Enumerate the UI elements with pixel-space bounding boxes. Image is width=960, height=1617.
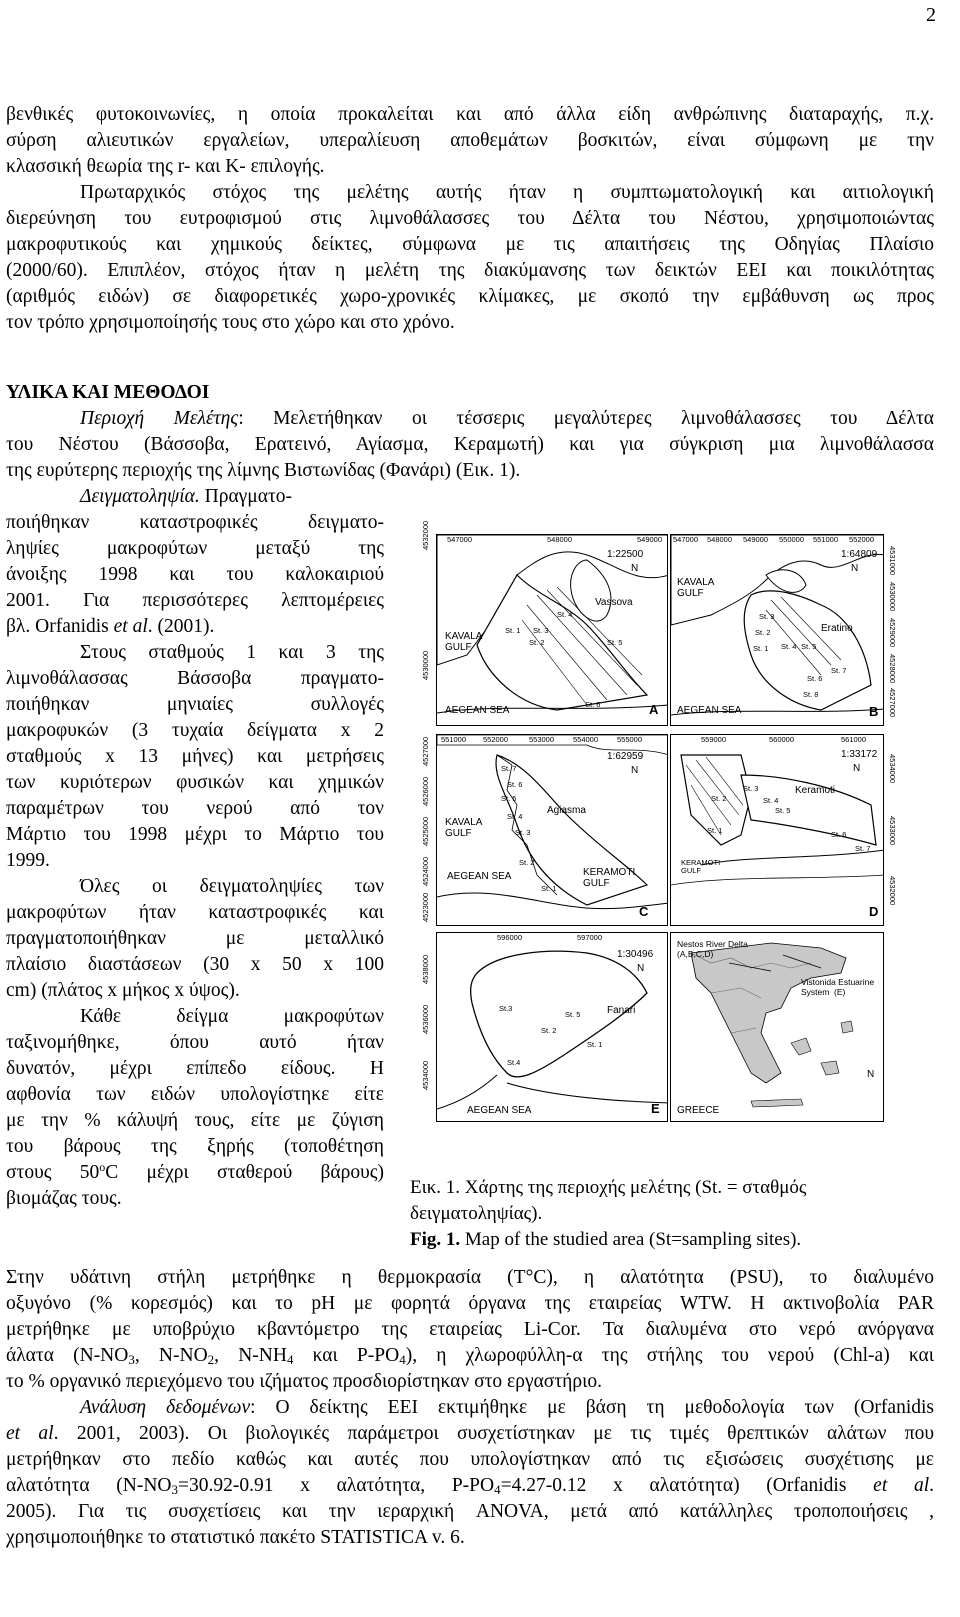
lagoon-name: Agiasma [547,805,586,816]
methods-section [6,380,934,484]
gulf-label: KAVALA GULF [677,577,715,599]
text-line: αλατότητα ($N-NO_3=30.92-0.91$ x αλατότητα, $P-PO_4=4.27-0.12$ x αλατότητα) (Orfanidis et al. [6,1475,934,1497]
station-label: St.3 [499,1004,513,1013]
text-line: στους 50$^o$C μέχρι σταθερού βάρους) [6,1160,384,1183]
panel-letter: B [869,704,879,719]
text-line: άλατα ($N-NO_3$, $N-NO_2$, $N-NH_4$ και $P-PO_4$), η χλωροφύλλη-α της στήλης του νερού (Chl-a) και [6,1345,934,1367]
lagoon-name: Vassova [595,597,633,608]
gulf-label: KERAMOTI GULF [681,858,721,875]
text-line: βενθικές φυτοκοινωνίες, η οποία προκαλείται και από άλλα είδη ανθρώπινης διαταραχής, π.χ. [6,104,934,125]
text-line: Όλες οι δειγματοληψίες των [80,876,384,897]
north-arrow-icon: N [637,963,645,974]
station-label: St. 2 [541,1026,557,1035]
text-line: Δειγματοληψία. Πραγματο- [80,486,293,507]
station-label: St. 6 [807,674,823,683]
text-line: τον τρόπο χρησιμοποίησής τους στο χώρο και στο χρόνο. [6,312,455,333]
tick-label: 4532000 [421,520,430,550]
text-line: μακροφυτικούς και χημικούς δείκτες, σύμφωνα με τις απαιτήσεις της Οδηγίας Πλαίσιο [6,234,934,255]
map-scale: 1:22500 [607,549,644,560]
gulf-label: KAVALA GULF [445,817,483,839]
station-label: St. 5 [501,794,517,803]
station-label: St. 7 [501,764,517,773]
map-scale: 1:62959 [607,751,644,762]
text-line: Κάθε δείγμα μακροφύτων [80,1006,384,1027]
map-panel-fanari: 596000 597000 1:30496 N Fanari AEGEAN SEA E St. 1 St. 2 St.3 St.4 St. 5 [436,932,668,1122]
sea-label: AEGEAN SEA [677,705,742,716]
panel-letter: A [649,702,659,717]
station-label: St. 7 [855,844,871,853]
text-line: Περιοχή Μελέτης: Μελετήθηκαν οι τέσσερις μεγαλύτερες λιμνοθάλασσες του Δέλτα [80,408,934,429]
figure-caption [410,1175,930,1253]
text-line: cm) (πλάτος x μήκος x ύψος). [6,980,240,1001]
page-number: 2 [926,4,936,26]
text-line: 1999. [6,850,50,871]
caption-greek: Εικ. 1. Χάρτης της περιοχής μελέτης (St. = σταθμός [410,1177,807,1198]
lagoon-name: Fanari [607,1005,636,1016]
lagoon-name: Eratino [821,623,853,634]
study-area-figure: 547000 548000 549000 1:22500 N Vassova KAVALA GULF AEGEAN SEA A St. 1 St. 2 St. 3 St. 4 St. 5 St. 6 4532000 4530000 547000 548000 549000 550000 551000 552000 1:64809 N Eratino KAVALA GULF AEGEAN SEA B St. 1 St. 2 St. 3 St. 4 St. 5 St. 6 St. 7 St. 8 4531000 4530000 4529000 4528000 4527000 551000 552000 553000 554000 555000 1:62959 N Agiasma KAVALA GULF AEGEAN SEA KERAMOTI GULF C St. 1 St. 2 St. 3 St. 4 St. 5 St. 6 St. 7 4527000 4526000 4525000 4524000 4523000 559000 560000 561000 1:33172 N Keramoti KERAMOTI GULF D St. 1 St. 2 St. 3 St. 4 St. 5 St. 6 St. 7 4534000 4533000 4532000 596000 597000 1:30496 N Fanari AEGEAN SEA E St. 1 St. 2 St.3 St.4 St. 5 4538000 4536000 4534000 Nestos River Delta (A,B,C,D) Vistonida Estuarine System (E) N GREECE [414,520,932,1130]
panel-letter: D [869,904,879,919]
text-line: 2001. Για περισσότερες λεπτομέρειες [6,590,384,611]
text-line: αφθονία των ειδών υπολογίστηκε είτε [6,1084,384,1105]
delta-label: Nestos River Delta (A,B,C,D) [677,939,748,959]
text-line: μακροφύτων ήταν καταστροφικές και [6,902,384,923]
station-label: St. 4 [557,610,573,619]
station-label: St. 2 [711,794,727,803]
station-label: St. 2 [529,638,545,647]
lagoon-name: Keramoti [795,785,836,796]
text-line: με την % κάλυψή τους, είτε με ζύγιση [6,1110,384,1131]
map-panel-keramoti: 559000 560000 561000 1:33172 N Keramoti KERAMOTI GULF D St. 1 St. 2 St. 3 St. 4 St. 5 St. 6 St. 7 [670,734,884,926]
text-line: (αριθμός ειδών) σε διαφορετικές χωρο-χρονικές κλίμακες, με σκοπό την εμβάθυνση ως προς [6,286,934,307]
sampling-label: Δειγματοληψία. [80,486,200,507]
text-line: Στην υδάτινη στήλη μετρήθηκε η θερμοκρασία (T°C), η αλατότητα (PSU), το διαλυμένο [6,1267,934,1288]
text-line: Πρωταρχικός στόχος της μελέτης αυτής ήταν η συμπτωματολογική και αιτιολογική [80,182,934,203]
gulf-label: KERAMOTI GULF [583,867,636,889]
text-line: Μάρτιο του 1998 μέχρι το Μάρτιο του [6,824,384,845]
station-label: St. 3 [759,612,775,621]
text-line: σύρση αλιευτικών εργαλείων, υπεραλίευση αποθεμάτων βοσκιτών, είναι σύμφωνη με την [6,130,934,151]
text-line: του βάρους της ξηρής (τοποθέτηση [6,1136,384,1157]
text-line: ληψίες μακροφύτων μεταξύ της [6,538,384,559]
station-label: St. 3 [743,784,759,793]
text-line: μετρήθηκε με υποβρύχιο κβαντόμετρο της εταιρείας Li-Cor. Τα διαλυμένα στο νερό ανόργανα [6,1319,934,1340]
station-label: St. 1 [707,826,723,835]
text-line: διερεύνηση του ευτροφισμού στις λιμνοθάλασσες του Δέλτα του Νέστου, χρησιμοποιώντας [6,208,934,229]
station-label: St. 3 [515,828,531,837]
map-panel-eratino: 547000 548000 549000 550000 551000 552000 1:64809 N Eratino KAVALA GULF AEGEAN SEA B St. 1 St. 2 St. 3 St. 4 St. 5 St. 6 St. 7 St. 8 [670,534,884,726]
station-label: St.4 [507,1058,521,1067]
text-line: άνοιξης 1998 και του καλοκαιριού [6,564,384,585]
station-label: St. 2 [755,628,771,637]
station-label: St. 4 [763,796,779,805]
map-panel-vassova: 547000 548000 549000 1:22500 N Vassova KAVALA GULF AEGEAN SEA A St. 1 St. 2 St. 3 St. 4 St. 5 St. 6 [436,534,668,726]
station-label: St. 3 [533,626,549,635]
map-scale: 1:30496 [617,949,654,960]
text-line: της ευρύτερης περιοχής της λίμνης Βιστωνίδας (Φανάρι) (Εικ. 1). [6,460,521,481]
sampling-column [6,484,384,1212]
station-label: St. 5 [801,642,817,651]
north-arrow-icon: N [631,563,639,574]
station-label: St. 6 [831,830,847,839]
sea-label: AEGEAN SEA [447,871,512,882]
map-panel-agiasma: 551000 552000 553000 554000 555000 1:62959 N Agiasma KAVALA GULF AEGEAN SEA KERAMOTI GULF C St. 1 St. 2 St. 3 St. 4 St. 5 St. 6 St. 7 [436,734,668,926]
station-label: St. 1 [587,1040,603,1049]
panel-letter: E [651,1101,660,1116]
vistonida-label: Vistonida Estuarine System (E) [801,977,875,997]
sea-label: AEGEAN SEA [445,705,510,716]
station-label: St. 6 [507,780,523,789]
station-label: St. 1 [541,884,557,893]
north-arrow-icon: N [853,763,861,774]
map-panel-greece [670,932,884,1122]
map-scale: 1:64809 [841,549,878,560]
station-label: St. 4 [507,812,523,821]
station-label: St. 1 [753,644,769,653]
station-label: St. 4 [781,642,797,651]
text-line: λιμνοθάλασσας Βάσσοβα πραγματο- [6,668,384,689]
text-line: οξυγόνο (% κορεσμός) και το pH με φορητά όργανα της εταιρείας WTW. Η ακτινοβολία PAR [6,1293,934,1314]
north-arrow-icon: N [851,563,859,574]
text-line: βιομάζας τους. [6,1188,122,1209]
station-label: St. 5 [775,806,791,815]
text-line: το % οργανικό περιεχόμενο του ιζήματος προσδιορίστηκαν στο εργαστήριο. [6,1371,602,1392]
text-line: Στους σταθμούς 1 και 3 της [80,642,384,663]
station-label: St. 1 [505,626,521,635]
text-line: (2000/60). Επιπλέον, στόχος ήταν η μελέτη της διακύμανσης των δεικτών ΕΕΙ και ποικιλότητας [6,260,934,281]
sea-label: AEGEAN SEA [467,1105,532,1116]
study-area-label: Περιοχή Μελέτης [80,408,239,429]
text-line: μακροφυκών (3 τυχαία δείγματα x 2 [6,720,384,741]
station-label: St. 2 [519,858,535,867]
north-arrow-icon: N [867,1069,875,1080]
station-label: St. 5 [607,638,623,647]
panel-letter: C [639,904,649,919]
text-line: ποιήθηκαν καταστροφικές δειγματο- [6,512,384,533]
tick-label: 4530000 [421,650,430,680]
text-line: πραγματοποιήθηκαν με μεταλλικό [6,928,384,949]
country-label: GREECE [677,1105,720,1116]
text-line: ταξινομήθηκε, όπου αυτό ήταν [6,1032,384,1053]
text-line: δυνατόν, μέχρι επίπεδο είδους. Η [6,1058,384,1079]
text-line: σταθμούς x 13 μήνες) και μετρήσεις [6,746,384,767]
section-heading: ΥΛΙΚΑ ΚΑΙ ΜΕΘΟΔΟΙ [6,382,210,403]
caption-greek-cont: δειγματοληψίας). [410,1203,543,1224]
station-label: St. 7 [831,666,847,675]
measurements-paragraph [6,1265,934,1551]
intro-paragraph [6,102,934,336]
text-line: βλ. Orfanidis et al. (2001). [6,616,215,637]
text-line: πλαίσιο διαστάσεων (30 x 50 x 100 [6,954,384,975]
text-line: ποιήθηκαν μηνιαίες συλλογές [6,694,384,715]
text-line: του Νέστου (Βάσσοβα, Ερατεινό, Αγίασμα, Κεραμωτή) και για σύγκριση μια λιμνοθάλασσα [6,434,934,455]
map-scale: 1:33172 [841,749,878,760]
north-arrow-icon: N [631,765,639,776]
text-line: κλασσική θεωρία της r- και K- επιλογής. [6,156,325,177]
caption-english: Fig. 1. Map of the studied area (St=sampling sites). [410,1229,802,1250]
station-label: St. 5 [565,1010,581,1019]
text-line: χρησιμοποιήθηκε το στατιστικό πακέτο STATISTICA v. 6. [6,1527,465,1548]
text-line: 2005). Για τις συσχετίσεις και την ιεραρχική ANOVA, μετά από κατάλληλες τροποποιήσεις , [6,1501,934,1522]
station-label: St. 6 [585,700,601,709]
text-line: Ανάλυση δεδομένων: Ο δείκτης ΕΕΙ εκτιμήθηκε με βάση τη μεθοδολογία των (Orfanidis [80,1397,934,1418]
text-line: et al. 2001, 2003). Οι βιολογικές παράμετροι συσχετίστηκαν με τις τιμές θρεπτικών αλάτων που [6,1423,934,1444]
text-line: παραμέτρων του νερού από τον [6,798,384,819]
station-label: St. 8 [803,690,819,699]
text-line: των κυριότερων φυσικών και χημικών [6,772,384,793]
gulf-label: KAVALA GULF [445,631,483,653]
text-line: μετρήθηκαν στο πεδίο καθώς και αυτές που υπολογίστηκαν από τις εξισώσεις συσχέτισης με [6,1449,934,1470]
greece-map-drawing [671,933,884,1122]
